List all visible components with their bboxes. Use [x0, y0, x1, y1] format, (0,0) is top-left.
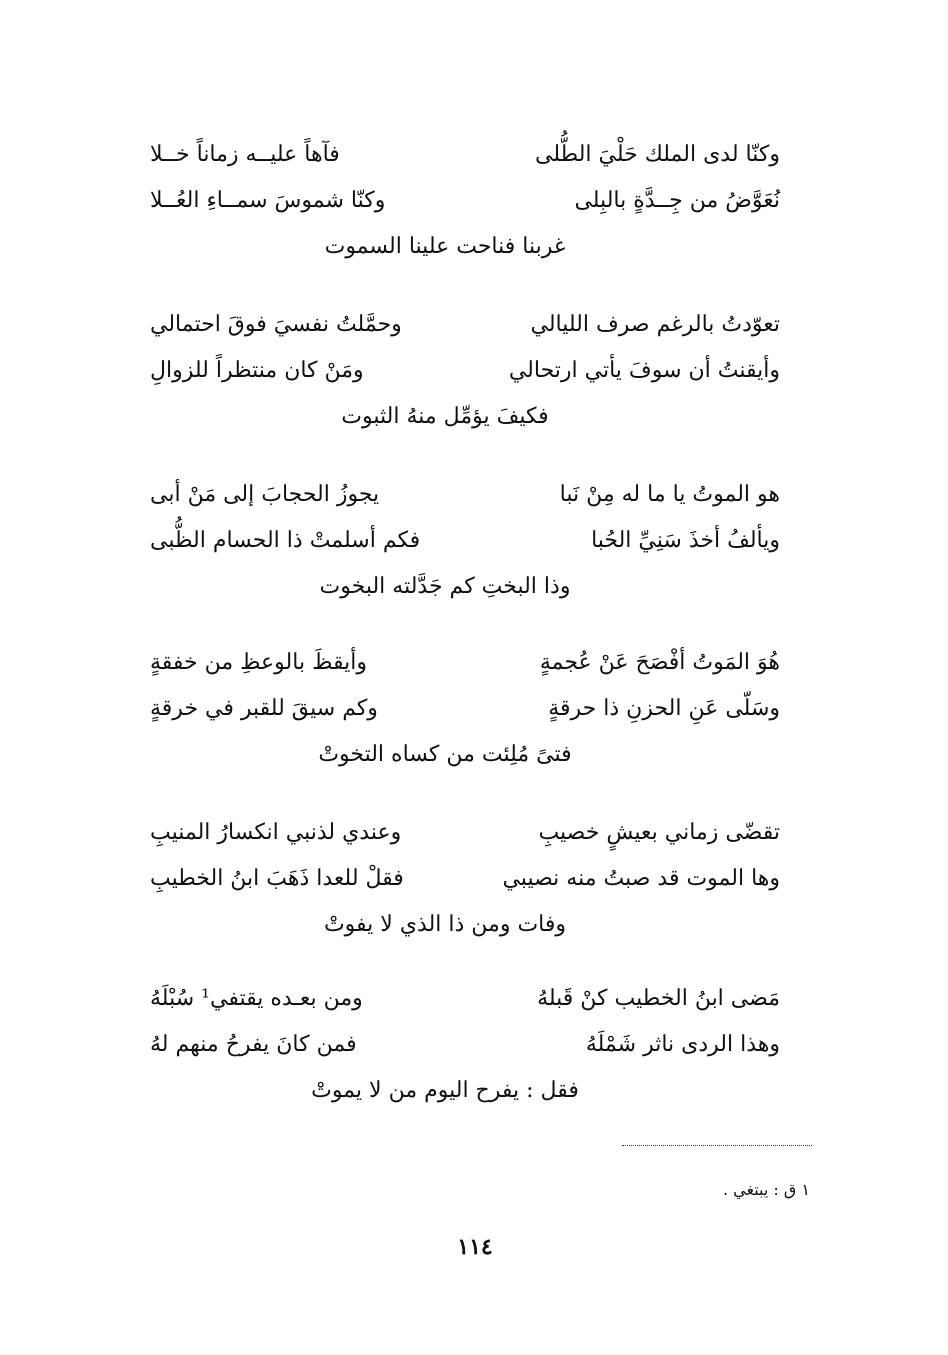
hemistich: فآهاً عليــه زماناً خــلا	[150, 142, 340, 167]
verse-line	[150, 178, 780, 224]
verse-line	[150, 640, 780, 686]
verse-line	[150, 976, 780, 1022]
verse-line	[150, 1022, 780, 1068]
stanza	[150, 640, 780, 778]
hemistich: وعندي لذنبي انكسارُ المنيبِ	[150, 820, 402, 845]
hemistich: فمن كانَ يفرحُ منهم لهُ	[150, 1032, 357, 1057]
hemistich: هُوَ المَوتُ أفْصَحَ عَنْ عُجمةٍ	[539, 650, 780, 675]
verse-line	[150, 472, 780, 518]
hemistich: مَضى ابنُ الخطيب كنْ قَبلهُ	[537, 986, 780, 1011]
verse-line	[150, 348, 780, 394]
stanza	[150, 472, 780, 610]
verse-line	[150, 132, 780, 178]
verse-line	[150, 810, 780, 856]
stanza	[150, 302, 780, 440]
hemistich: تقضّى زماني بعيشٍ خصيبِ	[538, 820, 780, 845]
hemistich: هو الموتُ يا ما له مِنْ نَبا	[559, 482, 780, 507]
hemistich: وأيقظَ بالوعظِ من خفقةٍ	[150, 650, 367, 675]
hemistich: فقلْ للعدا ذَهَبَ ابنُ الخطيبِ	[150, 866, 404, 891]
hemistich: وأيقنتُ أن سوفَ يأتي ارتحالي	[508, 358, 780, 383]
refrain-line: وفات ومن ذا الذي لا يفوتْ	[323, 912, 567, 937]
hemistich: ومَنْ كان منتظراً للزوالِ	[150, 358, 364, 383]
hemistich: نُعَوَّضُ من جِــدَّةٍ بالبِلى	[574, 188, 780, 213]
page-number: ١١٤	[457, 1234, 493, 1260]
hemistich: وهذا الردى ناثر شَمْلَهُ	[585, 1032, 780, 1057]
footnote: ١ ق : يبتغي .	[723, 1180, 810, 1199]
hemistich: وكنّا لدى الملك حَلْيَ الطُّلى	[535, 142, 780, 167]
verse-line	[150, 686, 780, 732]
hemistich: يجوزُ الحجابَ إلى مَنْ أبى	[150, 482, 380, 507]
refrain-line: فكيفَ يؤمِّل منهُ الثبوت	[341, 404, 549, 429]
verse-line	[150, 302, 780, 348]
hemistich: فكم أسلمتْ ذا الحسام الظُّبى	[150, 528, 421, 553]
hemistich: وكنّا شموسَ سمــاءِ العُــلا	[150, 188, 386, 213]
refrain-line: فتىً مُلِئت من كساه التخوتْ	[318, 742, 572, 767]
refrain-line: غربنا فناحت علينا السموت	[324, 234, 566, 259]
hemistich: تعوّدتُ بالرغم صرف الليالي	[530, 312, 780, 337]
refrain-line: فقل : يفرح اليوم من لا يموتْ	[311, 1078, 579, 1103]
footnote-separator	[622, 1145, 812, 1146]
stanza	[150, 976, 780, 1114]
hemistich: وها الموت قد صبتُ منه نصيبي	[502, 866, 780, 891]
hemistich: وحمَّلتُ نفسيَ فوقَ احتمالي	[150, 312, 402, 337]
stanza	[150, 810, 780, 948]
hemistich: ويألفُ أخذَ سَنِيِّ الحُبا	[591, 528, 780, 553]
verse-line	[150, 856, 780, 902]
hemistich: وسَلّى عَنِ الحزنِ ذا حرقةٍ	[548, 696, 780, 721]
refrain-line: وذا البختِ كم جَدَّلته البخوت	[319, 574, 571, 599]
verse-line	[150, 518, 780, 564]
hemistich: وكم سيقَ للقبر في خرقةٍ	[150, 696, 378, 721]
hemistich: ومن بعـده يقتفي¹ سُبْلَهُ	[150, 986, 363, 1011]
stanza	[150, 132, 780, 270]
